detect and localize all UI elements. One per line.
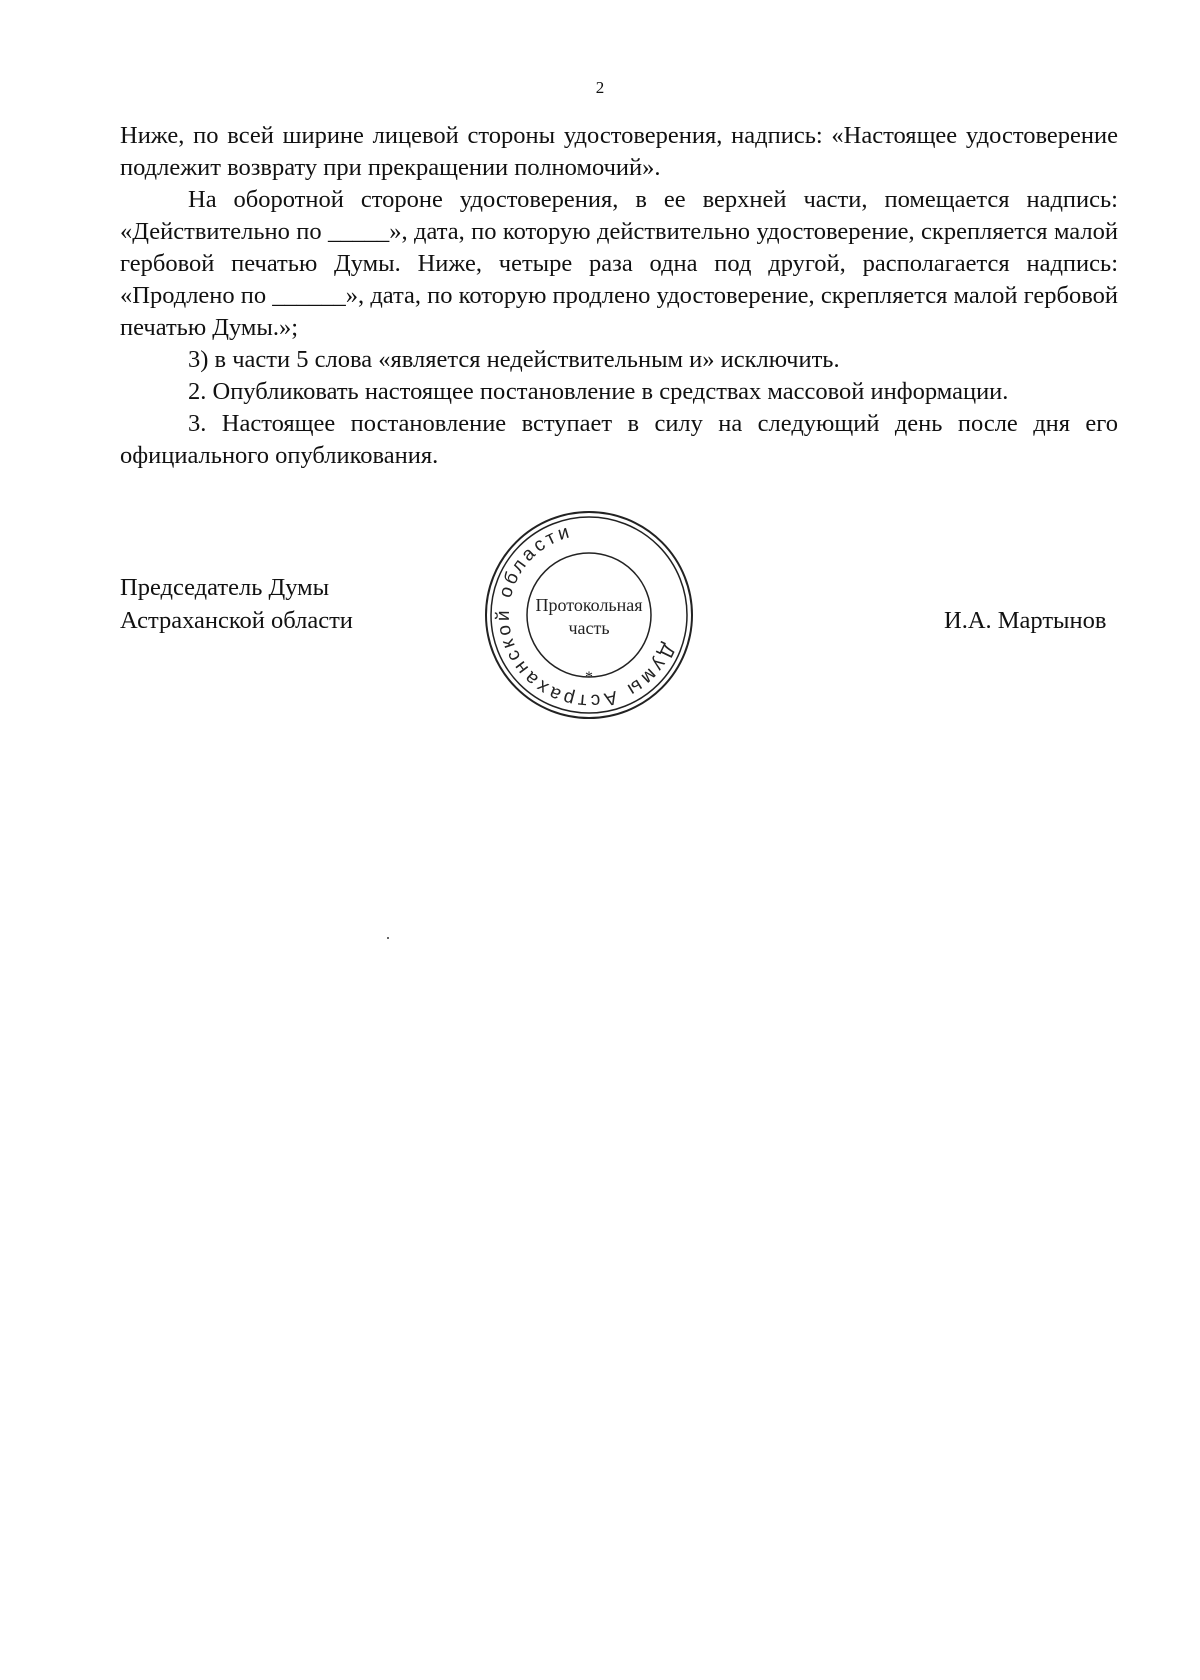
paragraph-5: 3. Настоящее постановление вступает в силу на следующий день после дня его официального опубликования. xyxy=(120,410,1118,469)
seal-center-line2: часть xyxy=(568,618,610,638)
document-body xyxy=(120,120,1118,472)
seal-star: * xyxy=(585,669,593,686)
signatory-title xyxy=(120,571,353,637)
scan-speck xyxy=(387,937,389,939)
paragraph-1: Ниже, по всей ширине лицевой стороны удостоверения, надпись: «Настоящее удостоверение подлежит возврату при прекращении полномочий». xyxy=(120,122,1118,181)
signatory-name: И.А. Мартынов xyxy=(944,607,1107,634)
signatory-title-line2: Астраханской области xyxy=(120,607,353,634)
paragraph-2: На оборотной стороне удостоверения, в ее верхней части, помещается надпись: «Действительно по _____», дата, по которую действительно удостоверение, скрепляется малой гербовой печатью Думы. Ниже, четыре раза одна под другой, располагается надпись: «Продлено по ______», дата, по которую продлено удостоверение, скрепляется малой гербовой печатью Думы.»; xyxy=(120,186,1118,341)
official-seal xyxy=(482,508,696,722)
signatory-title-line1: Председатель Думы xyxy=(120,574,330,601)
paragraph-4: 2. Опубликовать настоящее постановление в средствах массовой информации. xyxy=(188,378,1009,405)
seal-ring-text: Думы Астраханской области xyxy=(492,520,680,712)
paragraph-3: 3) в части 5 слова «является недействительным и» исключить. xyxy=(188,346,840,373)
seal-center-line1: Протокольная xyxy=(535,595,643,615)
page-number: 2 xyxy=(595,78,605,97)
svg-text:Думы Астраханской области xyxy=(482,508,696,722)
